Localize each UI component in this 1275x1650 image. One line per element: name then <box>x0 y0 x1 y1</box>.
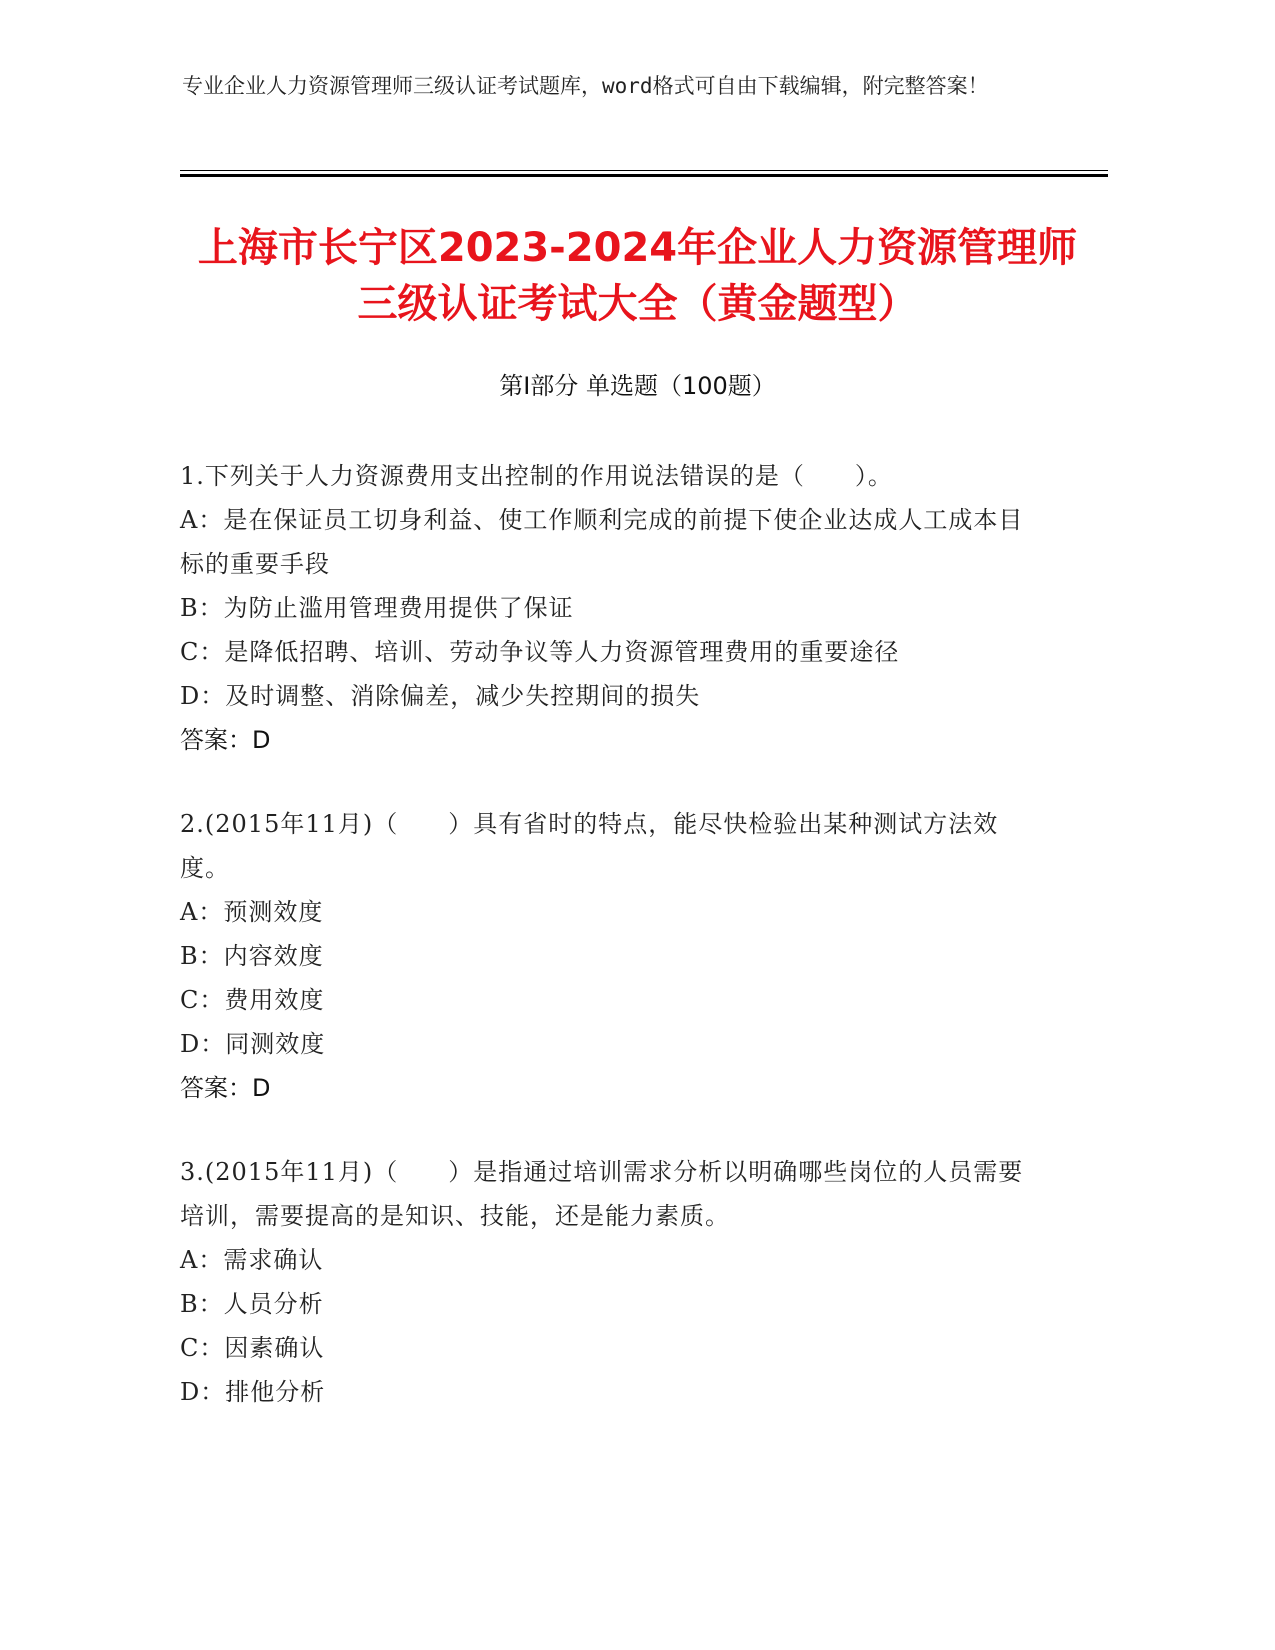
option-c: C：费用效度 <box>180 986 325 1014</box>
option-d: D：及时调整、消除偏差，减少失控期间的损失 <box>180 682 701 710</box>
option-b: B：内容效度 <box>180 942 324 970</box>
option-c: C：因素确认 <box>180 1334 325 1362</box>
option-a: A：是在保证员工切身利益、使工作顺利完成的前提下使企业达成人工成本目标的重要手段 <box>180 506 1024 578</box>
header-note: 专业企业人力资源管理师三级认证考试题库，word格式可自由下载编辑，附完整答案！ <box>182 74 989 98</box>
option-d: D：同测效度 <box>180 1030 326 1058</box>
answer-text: 答案：D <box>180 726 271 754</box>
option-d: D：排他分析 <box>180 1378 326 1406</box>
header-rule-thick <box>180 174 1108 177</box>
question-2 <box>180 802 1040 1110</box>
question-stem: 2.(2015年11月)（ ）具有省时的特点，能尽快检验出某种测试方法效度。 <box>180 810 999 882</box>
question-1 <box>180 454 1040 762</box>
option-b: B：人员分析 <box>180 1290 324 1318</box>
option-c: C：是降低招聘、培训、劳动争议等人力资源管理费用的重要途径 <box>180 638 900 666</box>
question-3 <box>180 1150 1040 1414</box>
question-stem: 1.下列关于人力资源费用支出控制的作用说法错误的是（ ）。 <box>180 462 893 490</box>
option-a: A：预测效度 <box>180 898 324 926</box>
option-a: A：需求确认 <box>180 1246 324 1274</box>
answer-text: 答案：D <box>180 1074 271 1102</box>
section-heading: 第I部分 单选题（100题） <box>499 372 776 400</box>
option-b: B：为防止滥用管理费用提供了保证 <box>180 594 574 622</box>
question-stem: 3.(2015年11月)（ ）是指通过培训需求分析以明确哪些岗位的人员需要培训，需要提高的是知识、技能，还是能力素质。 <box>180 1158 1024 1230</box>
document-title: 上海市长宁区2023-2024年企业人力资源管理师三级认证考试大全（黄金题型） <box>197 225 1078 327</box>
header-rule-thin <box>180 170 1108 171</box>
